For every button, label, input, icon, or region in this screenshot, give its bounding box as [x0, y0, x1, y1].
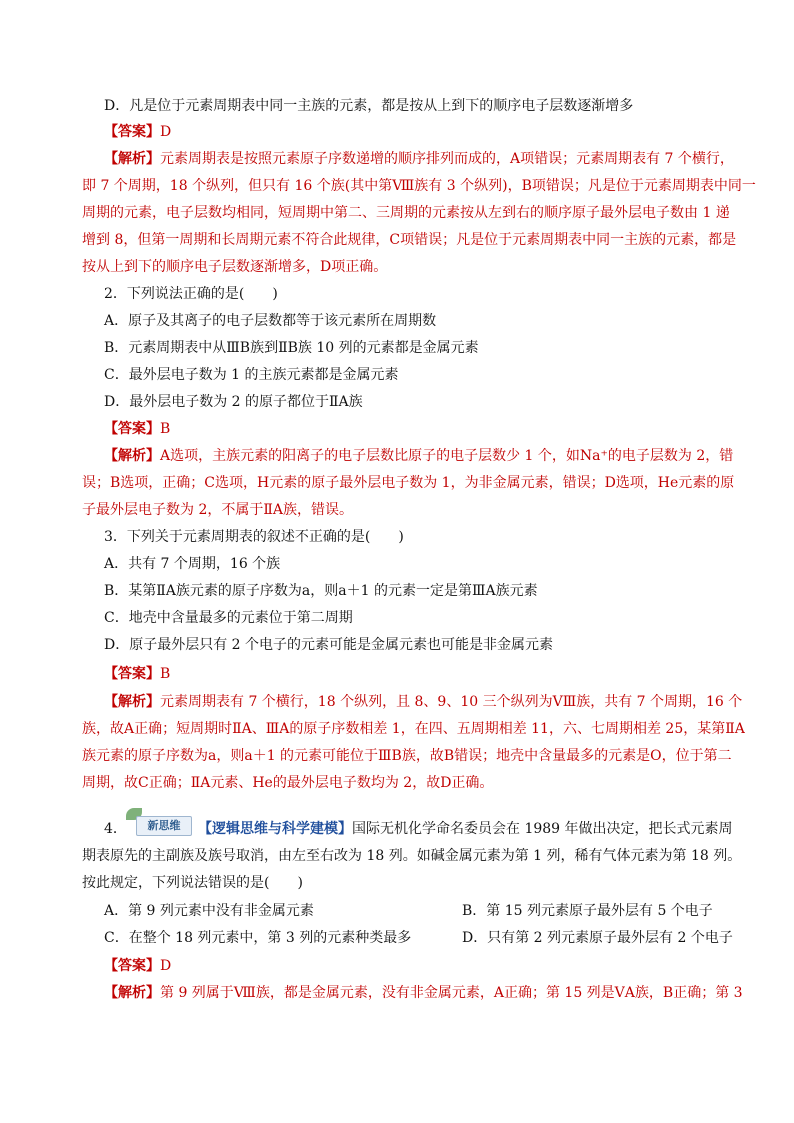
- q1-explanation-line-5: 按从上到下的顺序电子层数逐渐增多，D项正确。: [82, 259, 388, 275]
- answer-value: B: [160, 666, 171, 682]
- q4-option-d: D．只有第 2 列元素原子最外层有 2 个电子: [462, 930, 733, 946]
- q3-stem: 3．下列关于元素周期表的叙述不正确的是( ): [104, 529, 404, 545]
- answer-value: D: [160, 958, 172, 974]
- new-thinking-badge: [122, 808, 194, 836]
- q1-explanation-line-2: 即 7 个周期，18 个纵列，但只有 16 个族(其中第Ⅷ族有 3 个纵列)，B项错误；凡是位于元素周期表中同一: [82, 178, 756, 194]
- q3-explanation-line-4: 周期，故C正确；ⅡA元素、He的最外层电子数均为 2，故D正确。: [82, 775, 494, 791]
- explanation-tag: 【解析】: [104, 448, 160, 464]
- q3-explanation-line-1: [104, 693, 742, 711]
- answer-tag: 【答案】: [104, 124, 160, 140]
- q2-stem: 2．下列说法正确的是( ): [104, 286, 278, 302]
- q4-explanation-line-1: [104, 984, 743, 1002]
- q2-option-d: D．最外层电子数为 2 的原子都位于ⅡA族: [104, 394, 363, 410]
- q4-topic-tag: 【逻辑思维与科学建模】: [198, 821, 352, 837]
- explanation-text: A选项，主族元素的阳离子的电子层数比原子的电子层数少 1 个，如Na⁺的电子层数为 2，错: [160, 448, 734, 464]
- explanation-text: 第 9 列属于Ⅷ族，都是金属元素，没有非金属元素，A正确；第 15 列是ⅤA族，B正确；第 3: [160, 985, 743, 1001]
- q1-explanation-line-3: 周期的元素，电子层数均相同，短周期中第二、三周期的元素按从左到右的顺序原子最外层电子数由 1 递: [82, 205, 730, 221]
- q2-explanation-line-3: 子最外层电子数为 2，不属于ⅡA族，错误。: [82, 502, 353, 518]
- q4-stem-line-1: [198, 820, 733, 838]
- q3-option-d: D．原子最外层只有 2 个电子的元素可能是金属元素也可能是非金属元素: [104, 637, 554, 653]
- q4-answer: [104, 957, 171, 975]
- answer-tag: 【答案】: [104, 666, 160, 682]
- q4-option-a: A．第 9 列元素中没有非金属元素: [104, 903, 314, 919]
- q4-option-b: B．第 15 列元素原子最外层有 5 个电子: [462, 903, 713, 919]
- q2-option-c: C．最外层电子数为 1 的主族元素都是金属元素: [104, 367, 399, 383]
- q3-explanation-line-3: 族元素的原子序数为a，则a＋1 的元素可能位于ⅢB族，故B错误；地壳中含量最多的元素是O，位于第二: [82, 748, 732, 764]
- answer-value: B: [160, 421, 171, 437]
- q4-option-c: C．在整个 18 列元素中，第 3 列的元素种类最多: [104, 930, 412, 946]
- badge-label: 新思维: [136, 816, 192, 836]
- q1-option-d: D．凡是位于元素周期表中同一主族的元素，都是按从上到下的顺序电子层数逐渐增多: [104, 98, 634, 114]
- q4-stem-text: 国际无机化学命名委员会在 1989 年做出决定，把长式元素周: [352, 821, 733, 837]
- q4-stem-line-2: 期表原先的主副族及族号取消，由左至右改为 18 列。如碱金属元素为第 1 列，稀有气体元素为第 18 列。: [82, 848, 742, 864]
- q2-answer: [104, 420, 170, 438]
- explanation-text: 元素周期表是按照元素原子序数递增的顺序排列而成的，A项错误；元素周期表有 7 个横行，: [160, 151, 734, 167]
- q4-stem-line-3: 按此规定，下列说法错误的是( ): [82, 875, 303, 891]
- q1-explanation-line-4: 增到 8，但第一周期和长周期元素不符合此规律，C项错误；凡是位于元素周期表中同一主族的元素，都是: [82, 232, 737, 248]
- q3-option-c: C．地壳中含量最多的元素位于第二周期: [104, 610, 353, 626]
- q2-option-a: A．原子及其离子的电子层数都等于该元素所在周期数: [104, 313, 437, 329]
- q1-answer: [104, 123, 171, 141]
- q3-explanation-line-2: 族，故A正确；短周期时ⅡA、ⅢA的原子序数相差 1，在四、五周期相差 11，六、七周期相差 25，某第ⅡA: [82, 721, 745, 737]
- q2-option-b: B．元素周期表中从ⅢB族到ⅡB族 10 列的元素都是金属元素: [104, 340, 479, 356]
- q2-explanation-line-2: 误；B选项，正确；C选项，H元素的原子最外层电子数为 1，为非金属元素，错误；D选项，He元素的原: [82, 475, 735, 491]
- explanation-tag: 【解析】: [104, 985, 160, 1001]
- q3-option-a: A．共有 7 个周期，16 个族: [104, 556, 281, 572]
- q1-explanation-line-1: [104, 150, 734, 168]
- explanation-text: 元素周期表有 7 个横行，18 个纵列，且 8、9、10 三个纵列为ⅤⅢ族，共有 7 个周期，16 个: [160, 694, 743, 710]
- q2-explanation-line-1: [104, 447, 733, 465]
- explanation-tag: 【解析】: [104, 694, 160, 710]
- answer-tag: 【答案】: [104, 958, 160, 974]
- q3-option-b: B．某第ⅡA族元素的原子序数为a，则a＋1 的元素一定是第ⅢA族元素: [104, 583, 538, 599]
- explanation-tag: 【解析】: [104, 151, 160, 167]
- answer-value: D: [160, 124, 172, 140]
- answer-tag: 【答案】: [104, 421, 160, 437]
- q3-answer: [104, 665, 170, 683]
- q4-number: 4．: [104, 821, 127, 837]
